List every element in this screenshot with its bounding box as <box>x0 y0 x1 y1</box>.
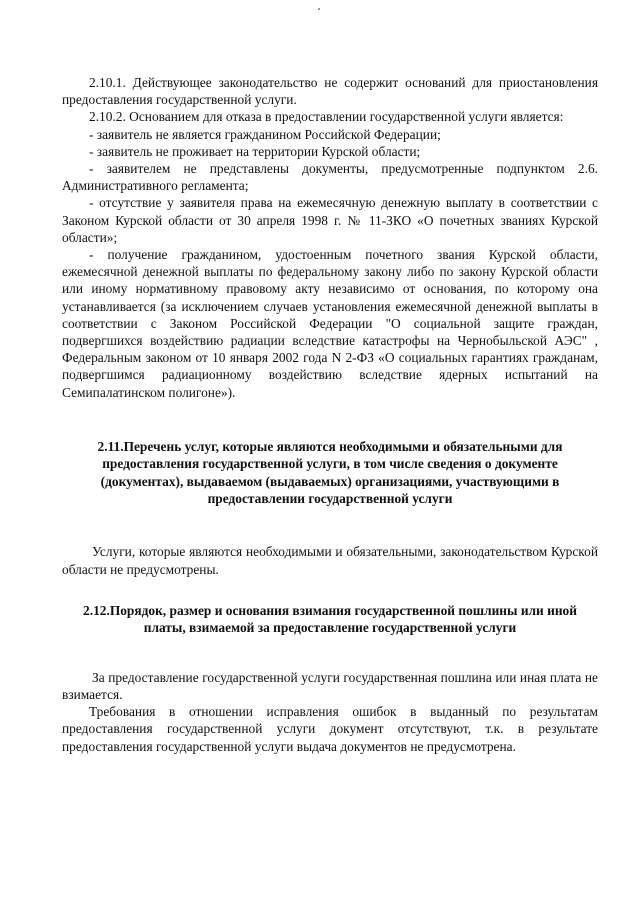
paragraph-2-10-2: 2.10.2. Основанием для отказа в предоставлении государственной услуги является: <box>89 109 564 125</box>
list-item-not-citizen: - заявитель не является гражданином Российской Федерации; <box>89 126 441 142</box>
list-item-other-payment: - получение гражданином, удостоенным почетного звания Курской области, ежемесячной денежной выплаты по федеральному закону либо по закону Курской области или иному нормативному правовому акту независимо от основания, по которому она устанавливается (за исключением случаев установления ежемесячной денежной выплаты в соответствии с Законом Российской Федерации "О социальной защите граждан, подвергшихся воздействию радиации вследствие катастрофы на Чернобыльской АЭС" , Федеральным законом от 10 января 2002 года N 2-ФЗ «О социальных гарантиях гражданам, подвергшимся радиационному воздействию вследствие ядерных испытаний на Семипалатинском полигоне»). <box>62 247 598 400</box>
section-2-11-body: Услуги, которые являются необходимыми и обязательными, законодательством Курской области не предусмотрены. <box>62 544 598 577</box>
list-item-no-documents: - заявителем не представлены документы, предусмотренные подпунктом 2.6. Административного регламента; <box>62 161 598 194</box>
section-2-12-paragraph-fee: За предоставление государственной услуги государственная пошлина или иная плата не взимается. <box>62 669 598 702</box>
list-item-not-resident: - заявитель не проживает на территории Курской области; <box>89 143 421 159</box>
section-2-11-heading: 2.11.Перечень услуг, которые являются необходимыми и обязательными для предоставления государственной услуги, в том числе сведения о документе (документах), выдаваемом (выдаваемых) организациями, участвующими в предоставлении государственной услуги <box>97 438 563 507</box>
document-body <box>62 74 598 755</box>
page-mark <box>318 8 320 10</box>
section-2-12-paragraph-errors: Требования в отношении исправления ошибок в выданный по результатам предоставления государственной услуги документ отсутствуют, т.к. в результате предоставления государственной услуги выдача документов не предусмотрена. <box>62 704 598 754</box>
list-item-no-right: - отсутствие у заявителя права на ежемесячную денежную выплату в соответствии с Законом Курской области от 30 апреля 1998 г. № 11-ЗКО «О почетных званиях Курской области»; <box>62 195 598 245</box>
paragraph-2-10-1: 2.10.1. Действующее законодательство не содержит оснований для приостановления предоставления государственной услуги. <box>62 75 598 108</box>
section-2-12-heading: 2.12.Порядок, размер и основания взимания государственной пошлины или иной платы, взимаемой за предоставление государственной услуги <box>83 602 577 636</box>
